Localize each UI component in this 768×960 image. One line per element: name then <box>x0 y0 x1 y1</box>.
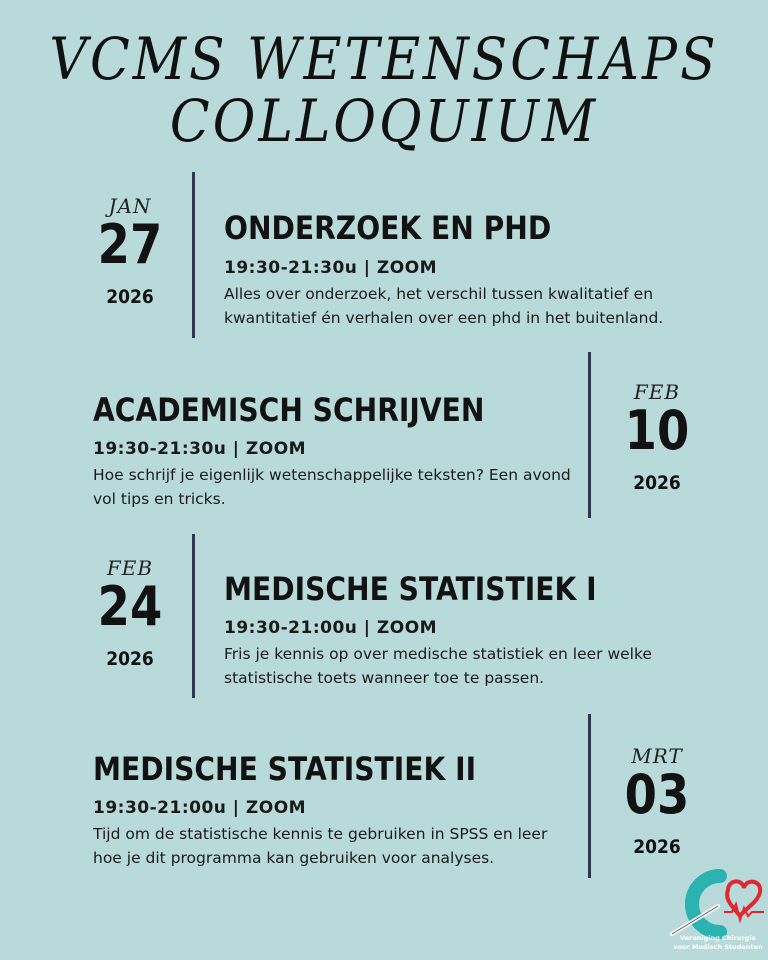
event-3-title: MEDISCHE STATISTIEK I <box>224 570 597 608</box>
poster-title-line-2: COLLOQUIUM <box>169 88 599 156</box>
event-3-time: 19:30-21:00u | ZOOM <box>224 618 438 638</box>
logo-text-line-2: voor Medisch Studenten <box>673 943 763 951</box>
event-3-description: Fris je kennis op over medische statistiek en leer welke statistische toets wanneer toe te passen. <box>224 645 652 687</box>
event-2-time: 19:30-21:30u | ZOOM <box>93 439 307 459</box>
event-4-date <box>597 746 717 858</box>
poster-title-line-1: VCMS WETENSCHAPS <box>49 26 719 94</box>
event-3-day: 24 <box>97 575 163 638</box>
event-3-date <box>70 558 190 670</box>
event-4-divider <box>588 714 591 878</box>
event-2-year: 2026 <box>633 472 681 494</box>
event-1-day: 27 <box>97 213 163 276</box>
event-1-title: ONDERZOEK EN PHD <box>224 209 552 247</box>
event-4-description: Tijd om de statistische kennis te gebruiken in SPSS en leer hoe je dit programma kan gebruiken voor analyses. <box>93 825 548 867</box>
event-3-divider <box>192 534 195 698</box>
event-4-title: MEDISCHE STATISTIEK II <box>93 750 477 788</box>
event-2-title: ACADEMISCH SCHRIJVEN <box>93 391 485 429</box>
event-1-description: Alles over onderzoek, het verschil tussen kwalitatief en kwantitatief én verhalen over een phd in het buitenland. <box>224 285 664 327</box>
event-4-day: 03 <box>624 763 690 826</box>
event-1-time: 19:30-21:30u | ZOOM <box>224 258 438 278</box>
logo-text-line-1: Vereniging Chirurgie <box>680 934 756 942</box>
logo-text <box>668 934 768 952</box>
event-1-divider <box>192 172 195 338</box>
event-3-month: FEB <box>106 556 154 580</box>
event-2-divider <box>588 352 591 518</box>
event-4-year: 2026 <box>633 836 681 858</box>
event-1-date <box>70 196 190 308</box>
event-4-month: MRT <box>631 744 683 768</box>
event-3-year: 2026 <box>106 648 154 670</box>
event-1-year: 2026 <box>106 286 154 308</box>
event-2-month: FEB <box>633 380 681 404</box>
event-1-month: JAN <box>108 194 152 218</box>
event-2-description: Hoe schrijf je eigenlijk wetenschappelijke teksten? Een avond vol tips en tricks. <box>93 466 571 508</box>
event-2-date <box>597 382 717 494</box>
event-2-day: 10 <box>624 399 690 462</box>
event-4-time: 19:30-21:00u | ZOOM <box>93 798 307 818</box>
